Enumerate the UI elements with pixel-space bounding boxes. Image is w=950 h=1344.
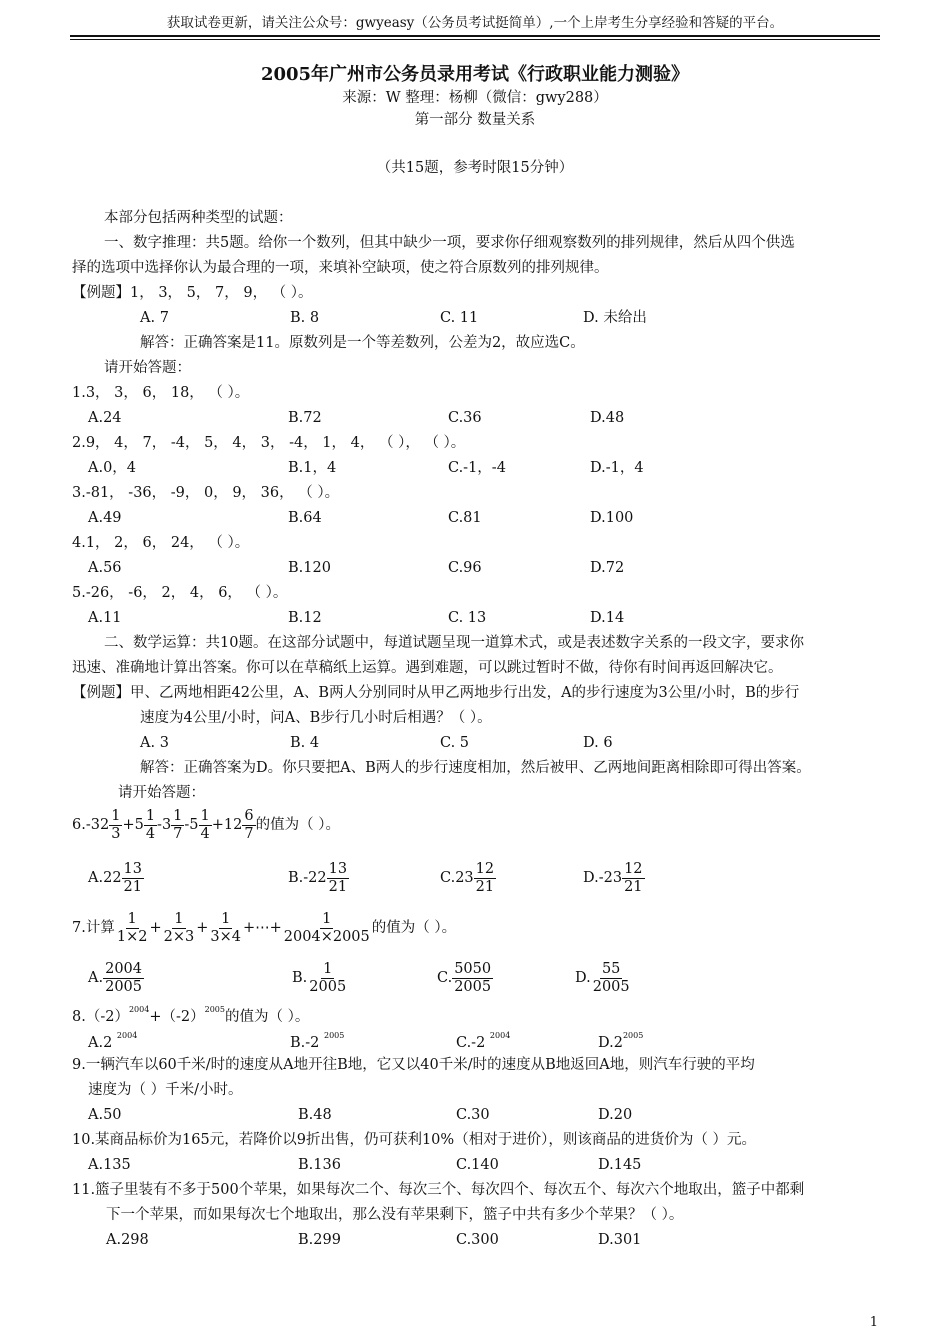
option: D.72 xyxy=(590,560,625,576)
option: D. 6 xyxy=(583,735,613,751)
fraction xyxy=(474,861,496,895)
option-base: B.-2 xyxy=(290,1035,320,1051)
question-11-cont: 下一个苹果，而如果每次七个地取出，那么没有苹果剩下，篮子中共有多少个苹果？（ ）。 xyxy=(106,1207,684,1223)
option: B.12 xyxy=(288,610,322,626)
question-2: 2.9， 4， 7， -4， 5， 4， 3， -4， 1， 4， （ ）， （ ）。 xyxy=(72,435,466,451)
option: C. 5 xyxy=(440,735,470,751)
option: C.36 xyxy=(448,410,482,426)
doc-meta: 来源：W 整理：杨柳（微信：gwy288） xyxy=(342,90,608,106)
fraction xyxy=(307,961,348,995)
denominator: 2005 xyxy=(592,978,630,995)
option: B.72 xyxy=(288,410,322,426)
start-prompt: 请开始答题： xyxy=(104,360,191,376)
sec1-desc: 一、数字推理：共5题。给你一个数列，但其中缺少一项，要求你仔细观察数列的排列规律，然后从四个供选 xyxy=(104,235,795,251)
option: A.135 xyxy=(88,1157,131,1173)
whole-part: -22 xyxy=(303,869,327,886)
option xyxy=(440,858,496,898)
option: C.-1，-4 xyxy=(448,460,506,476)
option: D.301 xyxy=(598,1232,642,1248)
example-sequence: 1， 3， 5， 7， 9， （ ）。 xyxy=(130,285,313,301)
option: B.120 xyxy=(288,560,331,576)
option xyxy=(290,1031,345,1051)
exponent: 2004 xyxy=(128,1005,150,1014)
option: A.49 xyxy=(88,510,122,526)
option: C.300 xyxy=(456,1232,499,1248)
example-label: 【例题】 xyxy=(72,685,130,701)
option xyxy=(583,858,645,898)
fraction xyxy=(327,861,349,895)
option-letter: C. xyxy=(437,969,453,986)
fraction xyxy=(282,911,372,945)
option: A.11 xyxy=(88,610,122,626)
option-letter: B. xyxy=(292,969,308,986)
numerator: 1 xyxy=(127,910,137,927)
option-base: D.2 xyxy=(598,1035,623,1051)
option xyxy=(88,1031,138,1051)
sec2-desc: 二、数学运算：共10题。在这部分试题中，每道试题呈现一道算术式，或是表述数字关系的一段文字，要求你 xyxy=(104,635,804,651)
fraction xyxy=(591,961,632,995)
option xyxy=(88,858,144,898)
denominator: 21 xyxy=(328,878,348,895)
fraction xyxy=(122,861,144,895)
exponent: 2004 xyxy=(116,1031,138,1040)
option: C. 11 xyxy=(440,310,479,326)
denominator: 2×3 xyxy=(163,928,195,945)
question-6 xyxy=(72,805,340,845)
whole-part: -23 xyxy=(598,869,623,886)
fraction xyxy=(171,808,184,842)
option xyxy=(575,958,632,998)
question-11: 11.篮子里装有不多于500个苹果，如果每次二个、每次三个、每次四个、每次五个、每次六个地取出，篮子中都剩 xyxy=(72,1182,805,1198)
header-rule-thin xyxy=(70,39,880,40)
option xyxy=(88,958,144,998)
fraction xyxy=(109,808,122,842)
option: C.30 xyxy=(456,1107,490,1123)
example-text: 甲、乙两地相距42公里，A、B两人分别同时从甲乙两地步行出发，A的步行速度为3公里/小时，B的步行 xyxy=(130,685,800,701)
sec1-example xyxy=(72,286,313,301)
start-prompt: 请开始答题： xyxy=(118,785,205,801)
question-tail: 的值为（ ）。 xyxy=(371,919,457,936)
question-lead: 8.（-2） xyxy=(72,1009,129,1025)
doc-title: 2005年广州市公务员录用考试《行政职业能力测验》 xyxy=(260,64,690,85)
option: B.1，4 xyxy=(288,460,337,476)
question-5: 5.-26， -6， 2， 4， 6， （ ）。 xyxy=(72,585,288,601)
option xyxy=(288,858,349,898)
whole-part: 22 xyxy=(103,869,122,886)
option: C.140 xyxy=(456,1157,499,1173)
numerator: 55 xyxy=(601,960,621,977)
option-letter: B. xyxy=(288,869,304,886)
option-base: C.-2 xyxy=(456,1035,486,1051)
fraction xyxy=(452,961,493,995)
question-tail: 的值为（ ）。 xyxy=(224,1009,310,1025)
numerator: 6 xyxy=(244,807,254,824)
sec1-desc-cont: 择的选项中选择你认为最合理的一项，来填补空缺项，使之符合原数列的排列规律。 xyxy=(72,260,609,276)
option-base: A.2 xyxy=(88,1035,113,1051)
example-answer: 解答：正确答案为D。你只要把A、B两人的步行速度相加，然后被甲、乙两地间距离相除即可得出答案。 xyxy=(140,760,811,776)
option: D.100 xyxy=(590,510,634,526)
option-letter: A. xyxy=(88,869,104,886)
plus-sign: + xyxy=(196,919,209,936)
option xyxy=(437,958,493,998)
question-7 xyxy=(72,908,456,948)
fraction xyxy=(199,808,212,842)
question-10: 10.某商品标价为165元，若降价以9折出售，仍可获利10%（相对于进价），则该商品的进货价为（ ）元。 xyxy=(72,1132,757,1148)
denominator: 1×2 xyxy=(116,928,148,945)
numerator: 1 xyxy=(173,807,183,824)
whole-part: +5 xyxy=(122,816,144,833)
question-number: 6. xyxy=(72,816,86,833)
question-9: 9.一辆汽车以60千米/时的速度从A地开往B地，它又以40千米/时的速度从B地返回A地，则汽车行驶的平均 xyxy=(72,1057,755,1073)
option: B. 8 xyxy=(290,310,320,326)
whole-part: +12 xyxy=(211,816,243,833)
option-letter: D. xyxy=(575,969,591,986)
header-rule xyxy=(70,35,880,37)
top-notice: 获取试卷更新，请关注公众号：gwyeasy（公务员考试挺简单）,一个上岸考生分享经验和答疑的平台。 xyxy=(166,15,784,31)
whole-part: 23 xyxy=(455,869,474,886)
option: A.298 xyxy=(106,1232,149,1248)
fraction xyxy=(115,911,150,945)
numerator: 1 xyxy=(323,960,333,977)
sec2-example xyxy=(72,686,799,701)
option: B.136 xyxy=(298,1157,341,1173)
question-4: 4.1， 2， 6， 24， （ ）。 xyxy=(72,535,250,551)
option: B.64 xyxy=(288,510,322,526)
option: D.-1，4 xyxy=(590,460,644,476)
fraction xyxy=(144,808,157,842)
exponent: 2005 xyxy=(324,1031,345,1040)
option: C. 13 xyxy=(448,610,487,626)
denominator: 3×4 xyxy=(210,928,241,945)
numerator: 13 xyxy=(123,860,142,877)
option: D. 未给出 xyxy=(583,310,647,326)
time-note: （共15题，参考时限15分钟） xyxy=(376,160,574,176)
exponent: 2005 xyxy=(622,1031,644,1040)
option-letter: D. xyxy=(583,869,599,886)
option xyxy=(292,958,348,998)
sec2-example-cont: 速度为4公里/小时，问A、B步行几小时后相遇？（ ）。 xyxy=(140,710,492,726)
numerator: 12 xyxy=(624,860,643,877)
fraction xyxy=(208,911,243,945)
example-answer: 解答：正确答案是11。原数列是一个等差数列，公差为2，故应选C。 xyxy=(140,335,585,351)
option: A.56 xyxy=(88,560,122,576)
whole-part: -32 xyxy=(85,816,110,833)
denominator: 7 xyxy=(244,825,254,842)
numerator: 1 xyxy=(200,807,210,824)
numerator: 1 xyxy=(111,807,121,824)
page-number: 1 xyxy=(869,1315,878,1330)
option: C.81 xyxy=(448,510,482,526)
whole-part: -3 xyxy=(157,816,172,833)
option: B.48 xyxy=(298,1107,332,1123)
ellipsis-plus: +⋯+ xyxy=(242,919,282,936)
whole-part: -5 xyxy=(184,816,199,833)
intro-text: 本部分包括两种类型的试题： xyxy=(104,210,293,226)
question-tail: 的值为（ ）。 xyxy=(255,816,340,833)
example-label: 【例题】 xyxy=(72,285,130,301)
numerator: 1 xyxy=(145,807,156,824)
option xyxy=(456,1031,511,1051)
question-3: 3.-81， -36， -9， 0， 9， 36， （ ）。 xyxy=(72,485,340,501)
option: A.0，4 xyxy=(88,460,137,476)
fraction xyxy=(242,808,255,842)
option-letter: C. xyxy=(440,869,456,886)
option: D.48 xyxy=(590,410,625,426)
denominator: 7 xyxy=(173,825,183,842)
option: A. 7 xyxy=(140,310,169,326)
numerator: 1 xyxy=(221,910,231,927)
denominator: 2005 xyxy=(105,978,142,995)
option xyxy=(598,1031,644,1051)
numerator: 2004 xyxy=(105,960,142,977)
option: A. 3 xyxy=(140,735,169,751)
option: B. 4 xyxy=(290,735,320,751)
option: D.145 xyxy=(598,1157,642,1173)
option: A.24 xyxy=(88,410,122,426)
exponent: 2005 xyxy=(204,1005,225,1014)
denominator: 4 xyxy=(145,825,156,842)
denominator: 21 xyxy=(475,878,495,895)
denominator: 2005 xyxy=(454,978,492,995)
option: D.14 xyxy=(590,610,625,626)
fraction xyxy=(103,961,144,995)
sec2-desc-cont: 迅速、准确地计算出答案。你可以在草稿纸上运算。遇到难题，可以跳过暂时不做，待你有时间再返回解决它。 xyxy=(72,660,783,676)
question-lead: 7.计算 xyxy=(72,919,115,936)
question-9-cont: 速度为（ ）千米/小时。 xyxy=(88,1082,243,1098)
question-middle: +（-2） xyxy=(149,1009,205,1025)
part-heading: 第一部分 数量关系 xyxy=(414,112,536,128)
denominator: 21 xyxy=(123,878,142,895)
denominator: 2005 xyxy=(309,978,347,995)
numerator: 5050 xyxy=(454,960,492,977)
numerator: 13 xyxy=(328,860,348,877)
option: D.20 xyxy=(598,1107,633,1123)
denominator: 3 xyxy=(111,825,121,842)
denominator: 4 xyxy=(200,825,210,842)
denominator: 2004×2005 xyxy=(283,928,370,945)
numerator: 12 xyxy=(475,860,495,877)
option: A.50 xyxy=(88,1107,122,1123)
question-8 xyxy=(72,1005,310,1025)
numerator: 1 xyxy=(174,910,184,927)
question-1: 1.3， 3， 6， 18， （ ）。 xyxy=(72,385,250,401)
option-letter: A. xyxy=(88,969,104,986)
numerator: 1 xyxy=(322,910,332,927)
denominator: 21 xyxy=(624,878,643,895)
plus-sign: + xyxy=(149,919,162,936)
fraction xyxy=(162,911,197,945)
fraction xyxy=(622,861,644,895)
exponent: 2004 xyxy=(489,1031,511,1040)
option: B.299 xyxy=(298,1232,341,1248)
option: C.96 xyxy=(448,560,482,576)
